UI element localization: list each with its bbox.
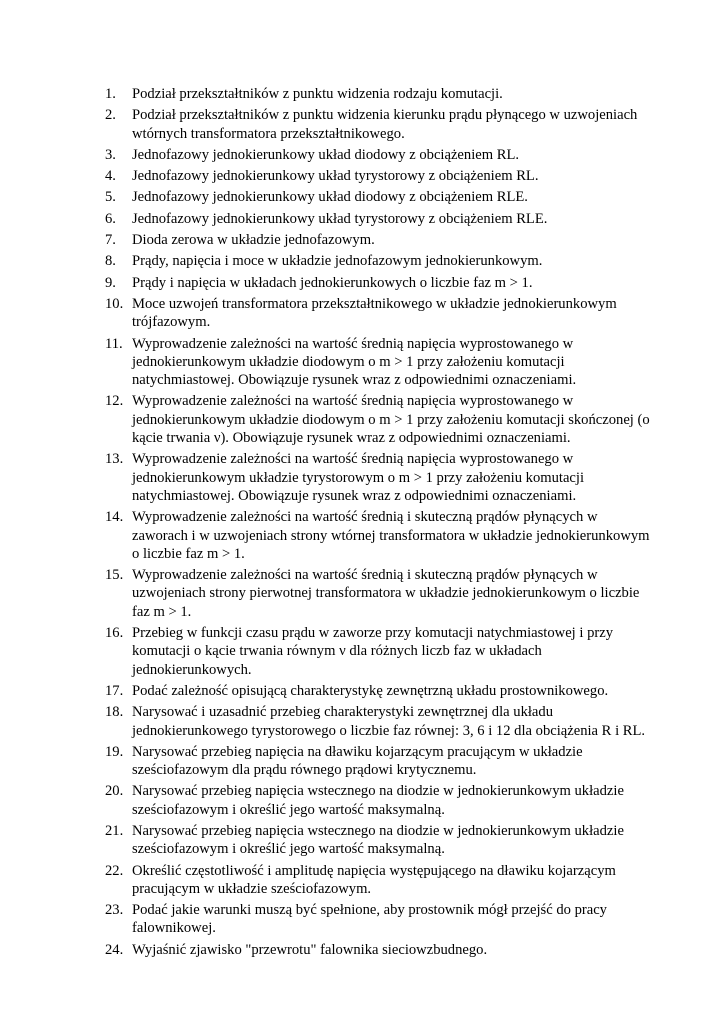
list-item [105, 624, 650, 679]
item-number: 12. [105, 393, 124, 410]
item-number: 8. [105, 253, 116, 270]
list-item [105, 508, 650, 563]
list-item [105, 782, 650, 819]
item-text: Przebieg w funkcji czasu prądu w zaworze przy komutacji natychmiastowej i przy komutacji o kącie trwania równym ν dla różnych liczb faz w układach jednokierunkowych. [132, 625, 614, 678]
item-text: Podać jakie warunki muszą być spełnione, aby prostownik mógł przejść do pracy falownikowej. [132, 902, 607, 937]
item-text: Jednofazowy jednokierunkowy układ tyrystorowy z obciążeniem RLE. [132, 210, 548, 227]
item-text: Dioda zerowa w układzie jednofazowym. [132, 232, 375, 249]
list-item [105, 274, 650, 292]
list-item [105, 862, 650, 899]
item-number: 7. [105, 232, 116, 249]
item-text: Wyprowadzenie zależności na wartość średnią napięcia wyprostowanego w jednokierunkowym układzie diodowym o m > 1 przy założeniu komutacji skończonej (o kącie trwania ν). Obowiązuje rysunek wraz z odpowiednimi oznaczeniami. [132, 393, 650, 447]
item-number: 18. [105, 704, 124, 721]
item-text: Wyprowadzenie zależności na wartość średnią napięcia wyprostowanego w jednokierunkowym układzie tyrystorowym o m > 1 przy założeniu komutacji natychmiastowej. Obowiązuje rysunek wraz z odpowiednimi oznaczeniami. [132, 451, 585, 504]
item-number: 14. [105, 509, 124, 526]
item-text: Narysować i uzasadnić przebieg charakterystyki zewnętrznej dla układu jednokierunkowego tyrystorowego o liczbie faz równej: 3, 6 i 12 dla obciążenia R i RL. [132, 704, 646, 739]
item-number: 6. [105, 210, 116, 227]
item-number: 2. [105, 107, 116, 124]
item-number: 13. [105, 451, 124, 468]
item-number: 24. [105, 941, 124, 958]
item-number: 1. [105, 86, 116, 102]
item-text: Moce uzwojeń transformatora przekształtnikowego w układzie jednokierunkowym trójfazowym. [132, 295, 617, 331]
item-number: 22. [105, 862, 124, 879]
list-item [105, 941, 650, 959]
list-item [105, 85, 650, 103]
list-item [105, 231, 650, 249]
list-item [105, 822, 650, 859]
list-item [105, 901, 650, 938]
item-number: 23. [105, 902, 124, 919]
item-number: 19. [105, 743, 124, 760]
item-number: 15. [105, 567, 124, 584]
list-item [105, 566, 650, 621]
list-item [105, 106, 650, 143]
item-text: Prądy i napięcia w układach jednokierunkowych o liczbie faz m > 1. [132, 274, 533, 291]
item-text: Jednofazowy jednokierunkowy układ tyrystorowy z obciążeniem RL. [132, 168, 539, 185]
list-item [105, 392, 650, 447]
list-item [105, 743, 650, 780]
item-text: Podział przekształtników z punktu widzenia kierunku prądu płynącego w uzwojeniach wtórnych transformatora przekształtnikowego. [132, 107, 638, 142]
list-item [105, 335, 650, 390]
list-item [105, 295, 650, 332]
question-list [105, 85, 650, 962]
item-text: Narysować przebieg napięcia wstecznego na diodzie w jednokierunkowym układzie sześciofazowym i określić jego wartość maksymalną. [132, 822, 624, 858]
item-text: Wyprowadzenie zależności na wartość średnią napięcia wyprostowanego w jednokierunkowym układzie diodowym o m > 1 przy założeniu komutacji natychmiastowej. Obowiązuje rysunek wraz z odpowiednimi oznaczeniami. [132, 335, 577, 389]
item-number: 10. [105, 295, 124, 312]
list-item [105, 252, 650, 270]
item-number: 4. [105, 168, 116, 185]
item-text: Podać zależność opisującą charakterystykę zewnętrzną układu prostownikowego. [132, 682, 609, 699]
item-text: Wyprowadzenie zależności na wartość średnią i skuteczną prądów płynących w zaworach i w uzwojeniach strony wtórnej transformatora w układzie jednokierunkowym o liczbie faz m > 1. [132, 509, 650, 562]
item-text: Wyprowadzenie zależności na wartość średnią i skuteczną prądów płynących w uzwojeniach strony pierwotnej transformatora w układzie jednokierunkowym o liczbie faz m > 1. [132, 567, 640, 620]
list-item [105, 450, 650, 505]
item-number: 16. [105, 625, 124, 642]
item-number: 21. [105, 822, 124, 839]
item-text: Prądy, napięcia i moce w układzie jednofazowym jednokierunkowym. [132, 253, 543, 270]
list-item [105, 210, 650, 228]
list-item [105, 188, 650, 206]
list-item [105, 167, 650, 185]
item-number: 17. [105, 682, 124, 699]
item-number: 9. [105, 274, 116, 291]
item-text: Jednofazowy jednokierunkowy układ diodowy z obciążeniem RLE. [132, 189, 528, 206]
item-number: 3. [105, 146, 116, 163]
item-number: 20. [105, 783, 124, 800]
list-item [105, 146, 650, 164]
item-text: Narysować przebieg napięcia na dławiku kojarzącym pracującym w układzie sześciofazowym dla prądu równego prądowi krytycznemu. [132, 743, 583, 779]
item-number: 11. [105, 335, 123, 352]
item-text: Określić częstotliwość i amplitudę napięcia występującego na dławiku kojarzącym pracującym w układzie sześciofazowym. [132, 862, 616, 897]
item-text: Jednofazowy jednokierunkowy układ diodowy z obciążeniem RL. [132, 146, 520, 163]
item-number: 5. [105, 189, 116, 206]
item-text: Podział przekształtników z punktu widzenia rodzaju komutacji. [132, 86, 503, 102]
list-item [105, 703, 650, 740]
list-item [105, 682, 650, 700]
item-text: Wyjaśnić zjawisko "przewrotu" falownika sieciowzbudnego. [132, 941, 488, 958]
item-text: Narysować przebieg napięcia wstecznego na diodzie w jednokierunkowym układzie sześciofazowym i określić jego wartość maksymalną. [132, 783, 624, 818]
